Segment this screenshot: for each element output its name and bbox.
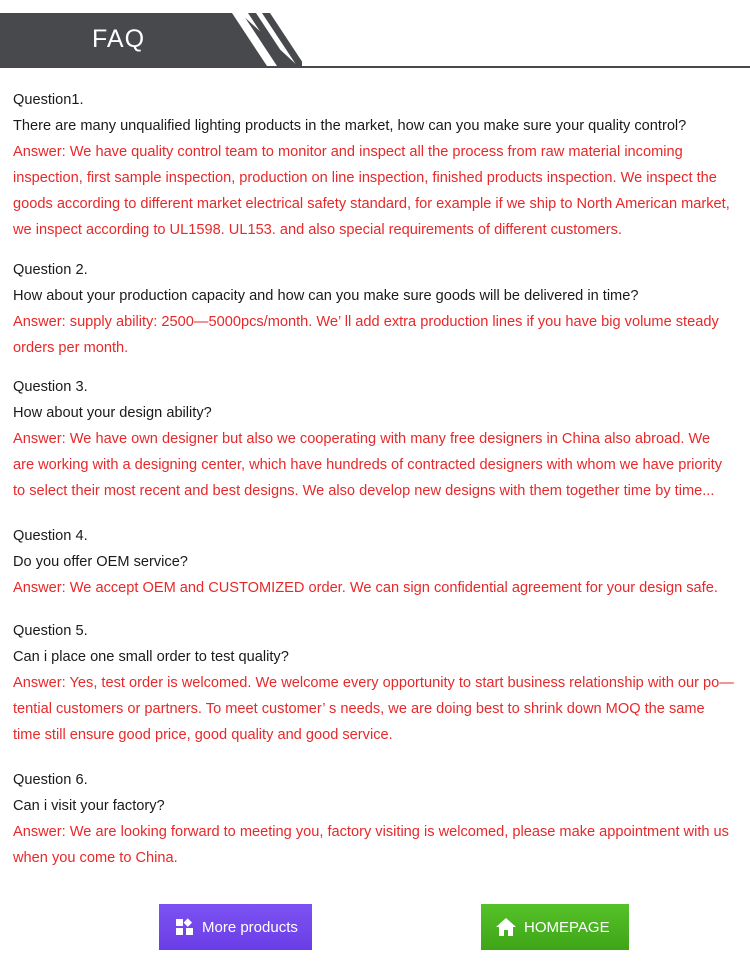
question-label: Question 4. (13, 528, 88, 544)
decorative-stripes (232, 13, 302, 66)
answer-line: Answer: supply ability: 2500—5000pcs/month. We’ ll add extra production lines if you have big volume steady (13, 314, 719, 330)
faq-item-6 (13, 767, 741, 871)
answer-line: time still ensure good price, good quality and good service. (13, 727, 393, 743)
answer-line: inspection, first sample inspection, production on line inspection, finished products inspection. We inspect the (13, 170, 717, 186)
more-products-button[interactable] (159, 904, 312, 950)
question-text: How about your production capacity and how can you make sure goods will be delivered in time? (13, 288, 639, 304)
answer-line: Answer: Yes, test order is welcomed. We welcome every opportunity to start business relationship with our po— (13, 675, 734, 691)
question-label: Question 3. (13, 379, 88, 395)
answer-line: tential customers or partners. To meet customer’ s needs, we are doing best to shrink down MOQ the same (13, 701, 705, 717)
faq-item-5 (13, 618, 741, 748)
question-text: Can i place one small order to test quality? (13, 649, 289, 665)
answer-line: to select their most recent and best designs. We also develop new designs with them together time by time... (13, 483, 715, 499)
more-products-label: More products (202, 918, 298, 936)
question-label: Question1. (13, 92, 84, 108)
homepage-button[interactable] (481, 904, 629, 950)
answer-line: Answer: We have quality control team to monitor and inspect all the process from raw material incoming (13, 144, 683, 160)
question-text: There are many unqualified lighting products in the market, how can you make sure your quality control? (13, 118, 687, 134)
home-icon (495, 917, 517, 937)
grid-icon (175, 917, 195, 937)
header-divider (0, 66, 750, 68)
question-label: Question 5. (13, 623, 88, 639)
answer-line: orders per month. (13, 340, 129, 356)
faq-item-1 (13, 87, 741, 243)
answer-line: when you come to China. (13, 850, 178, 866)
answer-line: we inspect according to UL1598. UL153. and also special requirements of different customers. (13, 222, 622, 238)
question-text: Do you offer OEM service? (13, 554, 188, 570)
question-label: Question 6. (13, 772, 88, 788)
answer-line: Answer: We have own designer but also we cooperating with many free designers in China also abroad. We (13, 431, 711, 447)
faq-header (0, 0, 750, 66)
faq-item-2 (13, 257, 741, 361)
answer-line: Answer: We accept OEM and CUSTOMIZED order. We can sign confidential agreement for your design safe. (13, 580, 718, 596)
faq-item-4 (13, 523, 741, 601)
answer-line: Answer: We are looking forward to meeting you, factory visiting is welcomed, please make appointment with us (13, 824, 729, 840)
question-label: Question 2. (13, 262, 88, 278)
question-text: Can i visit your factory? (13, 798, 165, 814)
page-title: FAQ (92, 25, 146, 53)
answer-line: goods according to different market electrical safety standard, for example if we ship to North American market, (13, 196, 730, 212)
answer-line: are working with a designing center, which have hundreds of contracted designers with whom we have priority (13, 457, 722, 473)
homepage-label: HOMEPAGE (524, 918, 610, 936)
question-text: How about your design ability? (13, 405, 212, 421)
faq-item-3 (13, 374, 741, 504)
